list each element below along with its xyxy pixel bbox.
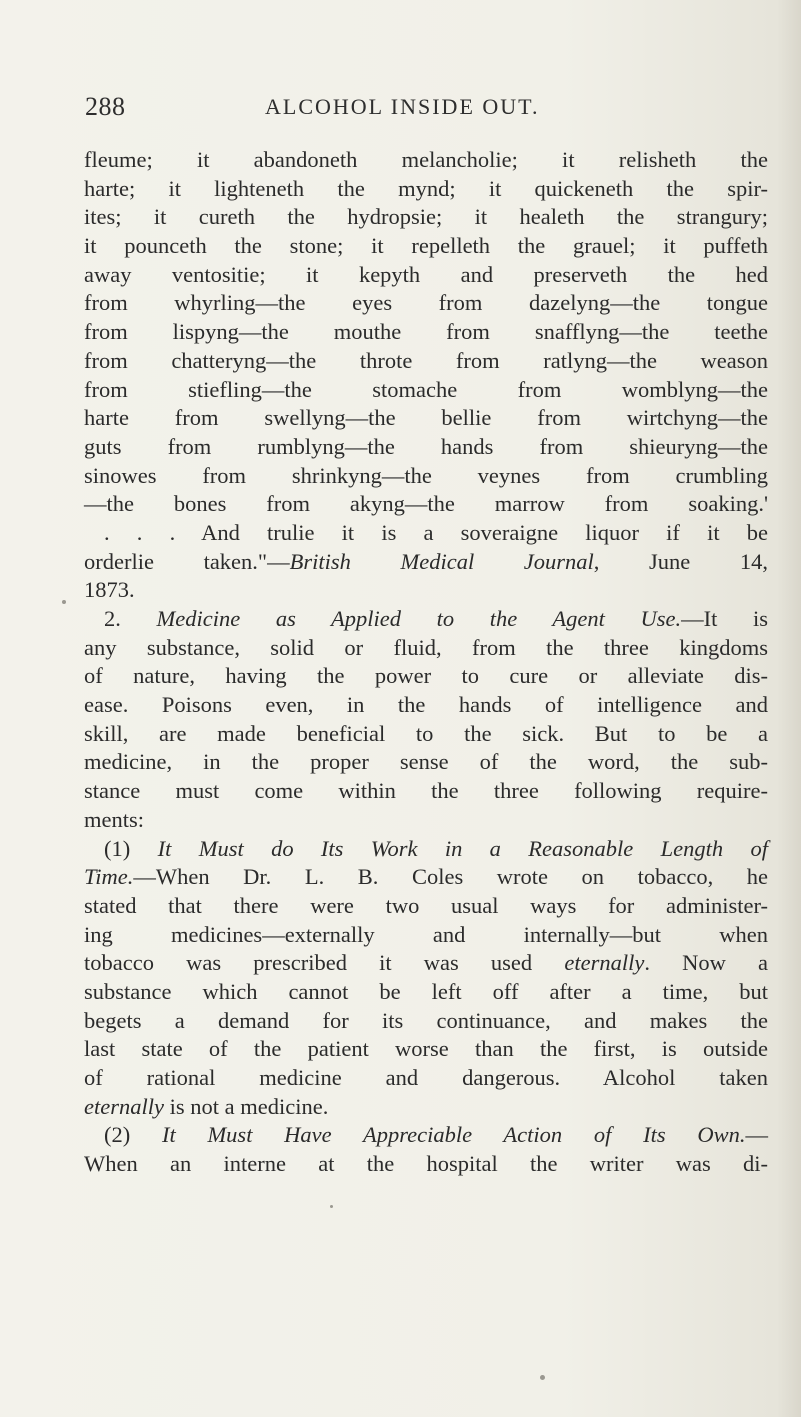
subsection-title-cont: Time. [84,864,134,890]
text-line: of nature, having the power to cure or alleviate dis- [84,663,768,689]
text-line: fleume; it abandoneth melancholie; it relisheth the [84,147,768,172]
text-line: away ventositie; it kepyth and preserveth the hed [84,261,768,287]
body-text [84,146,768,1179]
text-line: last state of the patient worse than the first, is outside [84,1036,768,1062]
page-header [85,92,725,132]
text-line: harte; it lighteneth the mynd; it quickeneth the spir- [84,175,768,201]
running-head: ALCOHOL INSIDE OUT. [265,94,540,119]
text-line: . . . And trulie it is a soveraigne liquor if it be [104,519,768,545]
text-line: any substance, solid or fluid, from the three kingdoms [84,634,768,660]
paper-speck [62,600,66,604]
text-line: from stiefling—the stomache from womblyng—the [84,376,768,402]
text-line: medicine, in the proper sense of the word, the sub- [84,749,768,775]
text-line: substance which cannot be left off after a time, but [84,978,768,1004]
subsection-title: It Must do Its Work in a Reasonable Length of [157,835,768,861]
text-line: from whyrling—the eyes from dazelyng—the tongue [84,290,768,316]
subsection-number: (2) [104,1122,162,1148]
paper-speck [540,1375,545,1380]
text-fragment: , June 14, [593,548,768,574]
text-line: ments: [84,806,144,832]
emphasis: eternally [564,950,645,976]
text-fragment: is not a medicine. [163,1093,329,1119]
text-line: sinowes from shrinkyng—the veynes from crumbling [84,462,768,488]
text-line [84,1093,768,1122]
text-fragment: tobacco was prescribed it was used [84,950,565,976]
text-line: from lispyng—the mouthe from snafflyng—the teethe [84,319,768,345]
text-line: from chatteryng—the throte from ratlyng—the weason [84,347,768,373]
text-line [84,863,768,892]
text-fragment: —When Dr. L. B. Coles wrote on tobacco, he [133,864,768,890]
text-line: harte from swellyng—the bellie from wirtchyng—the [84,405,768,431]
section-heading-line [84,605,768,634]
journal-title: British Medical Journal [289,548,594,574]
text-line: stated that there were two usual ways for administer- [84,892,768,918]
citation-line [84,548,768,577]
text-line: stance must come within the three following require- [84,778,768,804]
text-fragment: . Now a [644,950,768,976]
text-line: skill, are made beneficial to the sick. But to be a [84,720,768,746]
text-line: begets a demand for its continuance, and makes the [84,1007,768,1033]
text-line: it pounceth the stone; it repelleth the grauel; it puffeth [84,233,768,259]
emphasis: eternally [84,1093,164,1119]
page-number: 288 [85,92,126,121]
text-line: When an interne at the hospital the writer was di- [84,1151,768,1177]
text-line: ease. Poisons even, in the hands of intelligence and [84,692,768,718]
text-line: ing medicines—externally and internally—but when [84,921,768,947]
text-line [84,949,768,978]
paper-speck [330,1205,333,1208]
text-fragment: —It is [681,606,769,631]
subsection-heading-line [84,835,768,864]
section-title: Medicine as Applied to the Agent Use. [156,606,682,631]
section-number: 2. [104,606,157,631]
text-line: 1873. [84,577,135,603]
text-fragment: orderlie taken."— [84,548,290,574]
subsection-heading-line [84,1121,768,1150]
text-line: ites; it cureth the hydropsie; it healeth the strangury; [84,204,768,230]
text-line: guts from rumblyng—the hands from shieuryng—the [84,433,768,459]
text-fragment: — [745,1122,768,1148]
subsection-number: (1) [104,835,158,861]
subsection-title: It Must Have Appreciable Action of Its Own. [161,1122,746,1148]
text-line: of rational medicine and dangerous. Alcohol taken [84,1065,768,1090]
text-line: —the bones from akyng—the marrow from soaking.' [84,491,768,517]
